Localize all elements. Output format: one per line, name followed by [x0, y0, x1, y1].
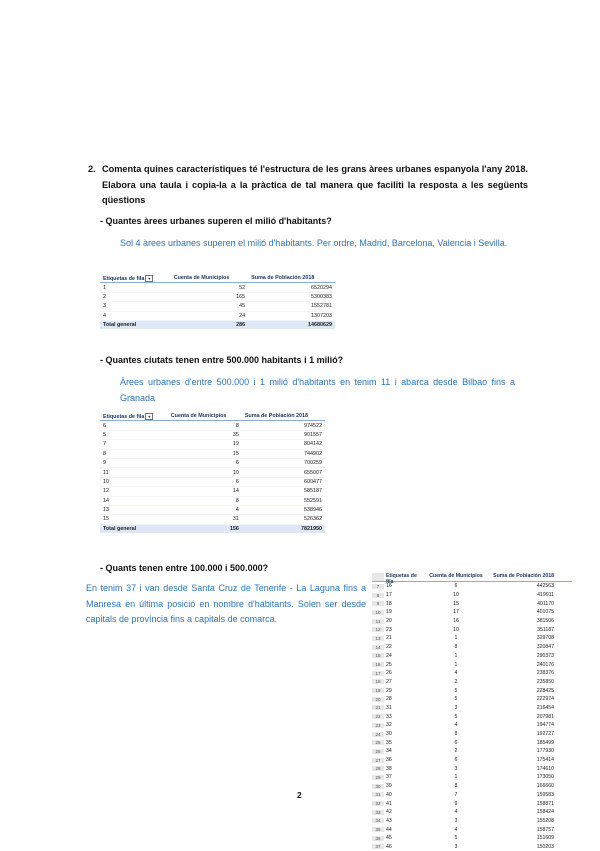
row-number[interactable]: 26 [372, 749, 384, 754]
table-header [372, 573, 572, 585]
table-cell: 5 [454, 687, 458, 694]
table-cell: 6 [168, 458, 242, 467]
col-header: Suma de Población 2018 [248, 274, 335, 283]
table-cell: 156 [168, 524, 242, 533]
table-cell: 552591 [242, 496, 325, 505]
table-cell: 7 [100, 440, 168, 449]
table-cell: 31 [168, 515, 242, 524]
table-cell: 804142 [242, 440, 325, 449]
table-cell: 174610 [536, 765, 554, 772]
table-row [372, 843, 572, 851]
table-cell: 216454 [536, 704, 554, 711]
col-header: Cuenta de Municipios [429, 573, 483, 579]
col-header: Suma de Población 2018 [493, 573, 554, 579]
table-cell: 6 [454, 739, 458, 746]
table-cell: 16 [453, 618, 459, 625]
table-cell: 901557 [242, 430, 325, 439]
table-cell: 158757 [536, 826, 554, 833]
table-cell: 36 [386, 757, 392, 764]
row-number[interactable]: 28 [372, 766, 384, 771]
row-number[interactable]: 31 [372, 792, 384, 797]
table-cell: 8 [100, 449, 168, 458]
table-cell: 744902 [242, 449, 325, 458]
table-cell: 526362 [242, 515, 325, 524]
table-row [372, 817, 572, 826]
table-cell: 2 [100, 292, 171, 301]
table-row [372, 721, 572, 730]
table-cell: 25 [386, 661, 392, 668]
table-row [372, 582, 572, 591]
table-cell: 442563 [536, 583, 554, 590]
pivot-table-3 [372, 573, 572, 851]
table-cell: 419911 [537, 592, 554, 599]
table-cell: 6 [454, 757, 458, 764]
table-cell: 12 [100, 487, 168, 496]
table-row [372, 764, 572, 773]
col-header: Suma de Población 2018 [242, 412, 325, 421]
table-cell: 173050 [536, 774, 554, 781]
table-row [372, 747, 572, 756]
table-cell: 5 [100, 430, 168, 439]
table-cell: 175414 [536, 757, 554, 764]
subquestion-3: - Quants tenen entre 100.000 i 500.000? [100, 563, 269, 573]
table-row [100, 449, 325, 458]
col-header: Cuenta de Municipios [171, 274, 248, 283]
table-row [372, 791, 572, 800]
table-cell: 6 [168, 477, 242, 486]
table-cell: 286 [171, 320, 248, 329]
table-cell: 9 [454, 800, 458, 807]
row-number[interactable]: 9 [372, 601, 384, 606]
table-cell: 24 [386, 652, 392, 659]
table-cell: 155208 [536, 817, 554, 824]
table-cell: 13 [100, 505, 168, 514]
table-cell: 35 [386, 739, 392, 746]
table-cell: 27 [386, 678, 392, 685]
table-cell: 6 [454, 583, 458, 590]
table-cell: 39 [386, 783, 392, 790]
table-row [372, 825, 572, 834]
table-row [100, 421, 325, 430]
table-row [372, 695, 572, 704]
table-row [100, 468, 325, 477]
row-number[interactable]: 8 [372, 593, 384, 598]
table-row [372, 599, 572, 608]
row-number[interactable]: 20 [372, 697, 384, 702]
table-cell: 4 [454, 826, 458, 833]
table-cell: 158871 [536, 800, 554, 807]
table-cell: 52 [171, 283, 248, 292]
table-cell: 1 [454, 661, 458, 668]
table-cell: 30 [386, 731, 392, 738]
table-cell: 700259 [242, 458, 325, 467]
table-cell: 974522 [242, 421, 325, 430]
table-cell: 240176 [536, 661, 554, 668]
page-number: 2 [297, 790, 302, 800]
table-cell: 33 [386, 713, 392, 720]
row-number[interactable]: 29 [372, 775, 384, 780]
table-cell: 401075 [536, 609, 554, 616]
table-row [372, 660, 572, 669]
table-cell: 15 [168, 449, 242, 458]
table-cell: 3 [454, 765, 458, 772]
pivot-table-1 [100, 274, 335, 329]
row-number[interactable]: 27 [372, 758, 384, 763]
filter-dropdown-icon[interactable]: ▾ [145, 275, 153, 282]
table-cell: 5 [454, 835, 458, 842]
table-cell: 31 [386, 704, 392, 711]
table-row [372, 834, 572, 843]
table-cell: 222974 [536, 696, 554, 703]
table-cell: 8 [454, 783, 458, 790]
table-cell: 40 [386, 791, 392, 798]
table-cell: 44 [386, 826, 392, 833]
table-cell: 158424 [536, 809, 554, 816]
row-number[interactable]: 15 [372, 653, 384, 658]
table-row [372, 738, 572, 747]
table-row [372, 799, 572, 808]
table-cell: 22 [386, 644, 392, 651]
row-number[interactable]: 12 [372, 627, 384, 632]
row-number[interactable]: 37 [372, 844, 384, 849]
row-number[interactable]: 14 [372, 645, 384, 650]
table-row [100, 302, 335, 311]
table-cell: 10 [453, 626, 459, 633]
total-row [100, 320, 335, 329]
table-row [372, 625, 572, 634]
table-cell: 165 [171, 292, 248, 301]
pivot-table-2 [100, 412, 325, 533]
col-header: Etiquetas de fila ▾ [100, 412, 168, 421]
question-number: 2. [88, 164, 96, 174]
table-cell: 8 [168, 496, 242, 505]
table-cell: 600477 [242, 477, 325, 486]
table-row [372, 756, 572, 765]
table-cell: 8 [454, 644, 458, 651]
table-row [372, 617, 572, 626]
table-row [100, 440, 325, 449]
table-cell: 207981 [536, 713, 554, 720]
table-cell: 192727 [536, 731, 554, 738]
row-number[interactable]: 17 [372, 671, 384, 676]
table-cell: 585187 [242, 487, 325, 496]
table-cell: 21 [386, 635, 392, 642]
table-cell: 34 [386, 748, 392, 755]
table-cell: 7 [454, 791, 458, 798]
row-number[interactable]: 34 [372, 818, 384, 823]
table-cell: 4 [100, 311, 171, 320]
col-header: Etiquetas de fila ▾ [100, 274, 171, 283]
table-row [372, 634, 572, 643]
table-cell: 8 [168, 421, 242, 430]
table-cell: 5 [454, 713, 458, 720]
row-number[interactable]: 24 [372, 732, 384, 737]
table-row [100, 487, 325, 496]
table-cell: 1307203 [248, 311, 335, 320]
table-cell: 37 [386, 774, 392, 781]
table-cell: 185499 [536, 739, 554, 746]
table-cell: Total general [100, 320, 171, 329]
table-cell: 1 [454, 652, 458, 659]
table-cell: 166660 [536, 783, 554, 790]
table-row [100, 496, 325, 505]
table-cell: 17 [386, 592, 392, 599]
table-cell: 5300383 [248, 292, 335, 301]
table-cell: 235850 [536, 678, 554, 685]
table-cell: 10 [168, 468, 242, 477]
table-cell: 6 [100, 421, 168, 430]
table-cell: 3 [100, 302, 171, 311]
table-cell: 194774 [536, 722, 554, 729]
table-cell: 151609 [536, 835, 554, 842]
table-cell: 45 [386, 835, 392, 842]
table-cell: 42 [386, 809, 392, 816]
table-cell: 17 [453, 609, 459, 616]
subquestion-2: - Quantes ciutats tenen entre 500.000 habitants i 1 milió? [100, 355, 344, 365]
row-number[interactable]: 7 [372, 584, 384, 589]
table-cell: 2 [454, 748, 458, 755]
row-number[interactable]: 36 [372, 836, 384, 841]
table-cell: 655007 [242, 468, 325, 477]
row-number[interactable]: 13 [372, 636, 384, 641]
table-cell: 1552781 [248, 302, 335, 311]
table-row [372, 678, 572, 687]
table-cell: 4 [454, 670, 458, 677]
table-cell: 35 [168, 430, 242, 439]
table-row [372, 652, 572, 661]
table-cell: 4 [168, 505, 242, 514]
row-number[interactable]: 11 [372, 619, 384, 624]
table-cell: 41 [386, 800, 392, 807]
table-row [100, 458, 325, 467]
col-header: Etiquetas de fila [386, 573, 417, 585]
table-cell: 19 [168, 440, 242, 449]
answer-1: Sol 4 àrees urbanes superen el milió d'habitants. Per ordre, Madrid, Barcelona, Valencia i Sevilla. [120, 238, 508, 248]
table-cell: 3 [454, 817, 458, 824]
table-row [372, 643, 572, 652]
table-cell: 10 [100, 477, 168, 486]
table-cell: 46 [386, 843, 392, 850]
question-text: Comenta quines característiques té l'estructura de les grans àrees urbanes espanyola l'any 2018. Elabora una taula i copia-la a la pràctica de tal manera que faciliti la resposta a les següents qüestions [102, 164, 528, 205]
answer-2: Àrees urbanes d'entre 500.000 i 1 milió d'habitants en tenim 11 i abarca desde Bilbao fins a Granada [120, 377, 515, 403]
row-number[interactable]: 16 [372, 662, 384, 667]
table-row [100, 505, 325, 514]
table-row [100, 283, 335, 292]
table-row [100, 515, 325, 524]
table-row [372, 686, 572, 695]
table-cell: 15 [100, 515, 168, 524]
table-cell: 38 [386, 765, 392, 772]
table-cell: 43 [386, 817, 392, 824]
table-row [372, 608, 572, 617]
table-cell: 14680629 [248, 320, 335, 329]
table-row [372, 704, 572, 713]
table-row [372, 669, 572, 678]
table-row [100, 477, 325, 486]
table-cell: 238376 [536, 670, 554, 677]
table-cell: 4 [454, 722, 458, 729]
row-number[interactable]: 35 [372, 827, 384, 832]
row-number[interactable]: 19 [372, 688, 384, 693]
table-row [372, 591, 572, 600]
table-cell: 320847 [536, 644, 554, 651]
table-cell: 4 [454, 809, 458, 816]
table-cell: 329708 [536, 635, 554, 642]
table-cell: 150203 [536, 843, 554, 850]
total-row [100, 524, 325, 533]
table-cell: 15 [453, 600, 459, 607]
table-cell: 401170 [537, 600, 554, 607]
row-number[interactable]: 18 [372, 679, 384, 684]
table-row [372, 730, 572, 739]
col-header: Cuenta de Municipios [168, 412, 242, 421]
table-cell: 14 [168, 487, 242, 496]
table-cell: 19 [386, 609, 392, 616]
table-cell: 177930 [536, 748, 554, 755]
table-cell: 9 [100, 458, 168, 467]
table-row [372, 782, 572, 791]
table-cell: 1 [100, 283, 171, 292]
filter-dropdown-icon[interactable]: ▾ [145, 413, 153, 420]
table-cell: 7821950 [242, 524, 325, 533]
row-number[interactable]: 23 [372, 723, 384, 728]
table-cell: 1 [454, 635, 458, 642]
table-cell: 26 [386, 670, 392, 677]
row-number[interactable]: 32 [372, 801, 384, 806]
table-cell: 28 [386, 696, 392, 703]
table-cell: 3 [454, 704, 458, 711]
table-cell: 1 [454, 774, 458, 781]
table-cell: Total general [100, 524, 168, 533]
table-row [100, 292, 335, 301]
table-cell: 14 [100, 496, 168, 505]
row-number[interactable]: 25 [372, 740, 384, 745]
table-cell: 11 [100, 468, 168, 477]
row-number[interactable]: 30 [372, 784, 384, 789]
table-cell: 24 [171, 311, 248, 320]
table-cell: 32 [386, 722, 392, 729]
table-cell: 6520294 [248, 283, 335, 292]
row-number[interactable]: 10 [372, 610, 384, 615]
table-cell: 351187 [537, 626, 554, 633]
table-cell: 18 [386, 600, 392, 607]
table-cell: 5 [454, 696, 458, 703]
table-cell: 29 [386, 687, 392, 694]
answer-3: En tenim 37 i van desde Santa Cruz de Tenerife - La Laguna fins a Manresa en última posició en nombre d'habitants. Solen ser desde capitals de província fins a capitals de comarca. [86, 583, 366, 624]
table-cell: 290373 [536, 652, 554, 659]
table-row [100, 311, 335, 320]
table-row [372, 773, 572, 782]
table-cell: 16 [386, 583, 392, 590]
table-cell: 538946 [242, 505, 325, 514]
table-row [372, 712, 572, 721]
question-2 [88, 162, 528, 209]
table-cell: 45 [171, 302, 248, 311]
table-row [100, 430, 325, 439]
table-cell: 23 [386, 626, 392, 633]
table-cell: 228425 [536, 687, 554, 694]
table-cell: 10 [453, 592, 459, 599]
table-row [372, 808, 572, 817]
subquestion-1: - Quantes àrees urbanes superen el milió d'habitants? [100, 216, 332, 226]
table-cell: 20 [386, 618, 392, 625]
row-number[interactable]: 21 [372, 705, 384, 710]
row-number[interactable]: 22 [372, 714, 384, 719]
row-number[interactable]: 33 [372, 810, 384, 815]
table-cell: 381506 [536, 618, 554, 625]
table-cell: 3 [454, 843, 458, 850]
table-cell: 159583 [536, 791, 554, 798]
table-cell: 8 [454, 731, 458, 738]
table-cell: 2 [454, 678, 458, 685]
